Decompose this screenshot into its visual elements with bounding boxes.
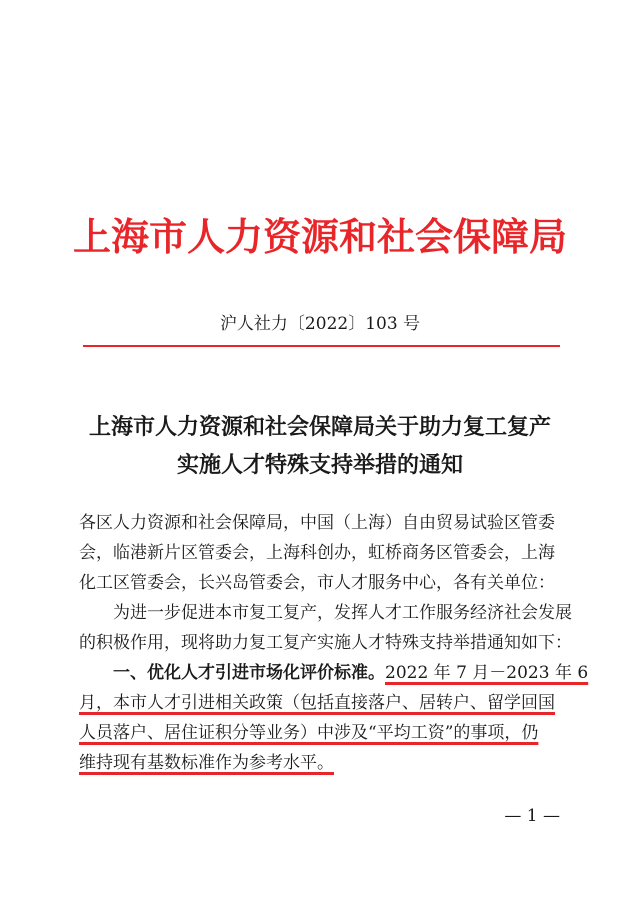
recipients-line-1: 各区人力资源和社会保障局，中国（上海）自由贸易试验区管委: [79, 513, 555, 533]
notice-body: [79, 508, 589, 778]
item1-underlined-text-4: 维持现有基数标准作为参考水平。: [79, 753, 334, 773]
item1-underlined-text-2: 月，本市人才引进相关政策（包括直接落户、居转户、留学回国: [79, 693, 555, 713]
notice-title: [0, 408, 640, 484]
item1-line-2: [79, 688, 561, 718]
recipients-line-2: 会，临港新片区管委会，上海科创办，虹桥商务区管委会，上海: [79, 543, 555, 563]
page-number: — 1 —: [504, 806, 560, 826]
item1-line-3: [79, 718, 561, 748]
document-number: 沪人社力〔2022〕103 号: [219, 314, 421, 334]
item1-line-4: [79, 748, 561, 778]
intro-line-1: 为进一步促进本市复工复产，发挥人才工作服务经济社会发展: [113, 603, 572, 623]
item1-line-1: [79, 658, 589, 688]
recipients-line-3: 化工区管委会，长兴岛管委会，市人才服务中心，各有关单位：: [79, 573, 555, 593]
notice-title-line-2: 实施人才特殊支持举措的通知: [176, 452, 463, 478]
item1-underlined-dates: 2022 年 7 月－2023 年 6: [385, 663, 589, 683]
item1-underlined-text-3: 人员落户、居住证积分等业务）中涉及“平均工资”的事项，仍: [79, 723, 539, 743]
notice-title-line-1: 上海市人力资源和社会保障局关于助力复工复产: [88, 414, 551, 440]
issuer-masthead: 上海市人力资源和社会保障局: [72, 214, 567, 259]
item1-heading: 一、优化人才引进市场化评价标准。: [113, 663, 385, 683]
intro-line-2: 的积极作用，现将助力复工复产实施人才特殊支持举措通知如下：: [79, 633, 572, 653]
red-divider-rule: [83, 345, 560, 347]
